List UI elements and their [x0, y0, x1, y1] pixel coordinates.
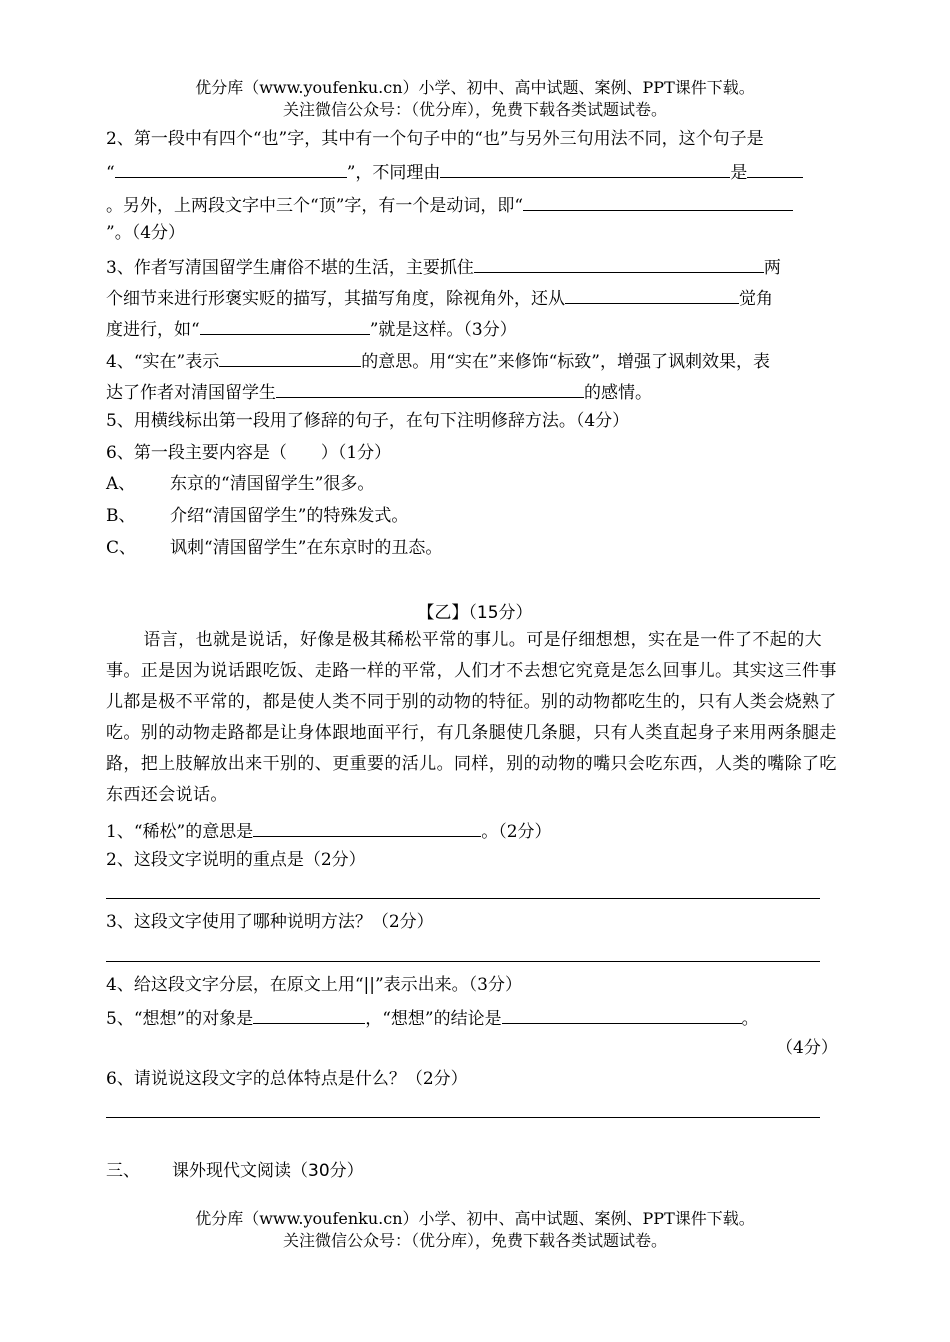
- answer-blank[interactable]: [523, 193, 793, 211]
- answer-blank[interactable]: [115, 160, 347, 178]
- jia-q3-line1: 3、作者写清国留学生庸俗不堪的生活，主要抓住 两: [106, 255, 781, 278]
- page-header: [0, 77, 950, 121]
- page-footer: [0, 1208, 950, 1252]
- answer-blank[interactable]: [747, 160, 803, 178]
- answer-blank[interactable]: [474, 255, 764, 273]
- answer-line[interactable]: [106, 1117, 820, 1118]
- answer-blank[interactable]: [219, 349, 361, 367]
- section-3-heading: 三、 课外现代文阅读（30分）: [106, 1161, 364, 1181]
- answer-line[interactable]: [106, 898, 820, 899]
- yi-q5: 5、“想想”的对象是 ，“想想”的结论是 。: [106, 1006, 759, 1029]
- yi-q6: 6、请说说这段文字的总体特点是什么？（2分）: [106, 1069, 468, 1089]
- yi-q3: 3、这段文字使用了哪种说明方法？（2分）: [106, 912, 434, 932]
- yi-q4: 4、给这段文字分层，在原文上用“||”表示出来。（3分）: [106, 975, 522, 995]
- option-c[interactable]: C、 讽刺“清国留学生”在东京时的丑态。: [106, 538, 443, 558]
- jia-q3-line3: 度进行，如“ ”就是这样。（3分）: [106, 317, 517, 340]
- jia-q6: 6、第一段主要内容是（ ）（1分）: [106, 443, 392, 463]
- reading-passage: [106, 625, 846, 811]
- answer-blank[interactable]: [276, 380, 584, 398]
- answer-blank[interactable]: [440, 160, 730, 178]
- jia-q3-line2: 个细节来进行形褒实贬的描写，其描写角度，除视角外，还从 觉角: [106, 286, 773, 309]
- yi-q2: 2、这段文字说明的重点是（2分）: [106, 850, 366, 870]
- option-a[interactable]: A、 东京的“清国留学生”很多。: [106, 474, 375, 494]
- yi-q5-score: （4分）: [776, 1038, 838, 1058]
- section-title-yi: 【乙】（15分）: [417, 603, 533, 623]
- jia-q4-line1: 4、“实在”表示 的意思。用“实在”来修饰“标致”，增强了讽刺效果，表: [106, 349, 770, 372]
- jia-q5: 5、用横线标出第一段用了修辞的句子，在句下注明修辞方法。（4分）: [106, 411, 630, 431]
- jia-q2-line3: 。另外，上两段文字中三个“顶”字，有一个是动词，即“: [106, 193, 793, 216]
- header-line-1: 优分库（www.youfenku.cn）小学、初中、高中试题、案例、PPT课件下载。: [195, 78, 755, 97]
- option-b[interactable]: B、 介绍“清国留学生”的特殊发式。: [106, 506, 409, 526]
- jia-q4-line2: 达了作者对清国留学生 的感情。: [106, 380, 652, 403]
- jia-q2-line4: ”。（4分）: [106, 223, 186, 243]
- passage-text: 语言，也就是说话，好像是极其稀松平常的事儿。可是仔细想想，实在是一件了不起的大事。正是因为说话跟吃饭、走路一样的平常，人们才不去想它究竟是怎么回事儿。其实这三件事儿都是极不平常的，都是使人类不同于别的动物的特征。别的动物都吃生的，只有人类会烧熟了吃。别的动物走路都是让身体跟地面平行，有几条腿使几条腿，只有人类直起身子来用两条腿走路，把上肢解放出来干别的、更重要的活儿。同样，别的动物的嘴只会吃东西，人类的嘴除了吃东西还会说话。: [106, 630, 837, 805]
- header-line-2: 关注微信公众号：（优分库），免费下载各类试题试卷。: [282, 100, 667, 119]
- answer-blank[interactable]: [200, 317, 370, 335]
- footer-line-1: 优分库（www.youfenku.cn）小学、初中、高中试题、案例、PPT课件下载。: [195, 1209, 755, 1228]
- answer-blank[interactable]: [565, 286, 739, 304]
- yi-q1: 1、“稀松”的意思是 。（2分）: [106, 819, 552, 842]
- answer-line[interactable]: [106, 961, 820, 962]
- answer-blank[interactable]: [253, 819, 481, 837]
- answer-blank[interactable]: [502, 1006, 742, 1024]
- jia-q2-line1: 2、第一段中有四个“也”字，其中有一个句子中的“也”与另外三句用法不同，这个句子是: [106, 129, 764, 149]
- jia-q2-line2: “ ”，不同理由 是: [106, 160, 803, 183]
- footer-line-2: 关注微信公众号：（优分库），免费下载各类试题试卷。: [282, 1231, 667, 1250]
- answer-blank[interactable]: [253, 1006, 365, 1024]
